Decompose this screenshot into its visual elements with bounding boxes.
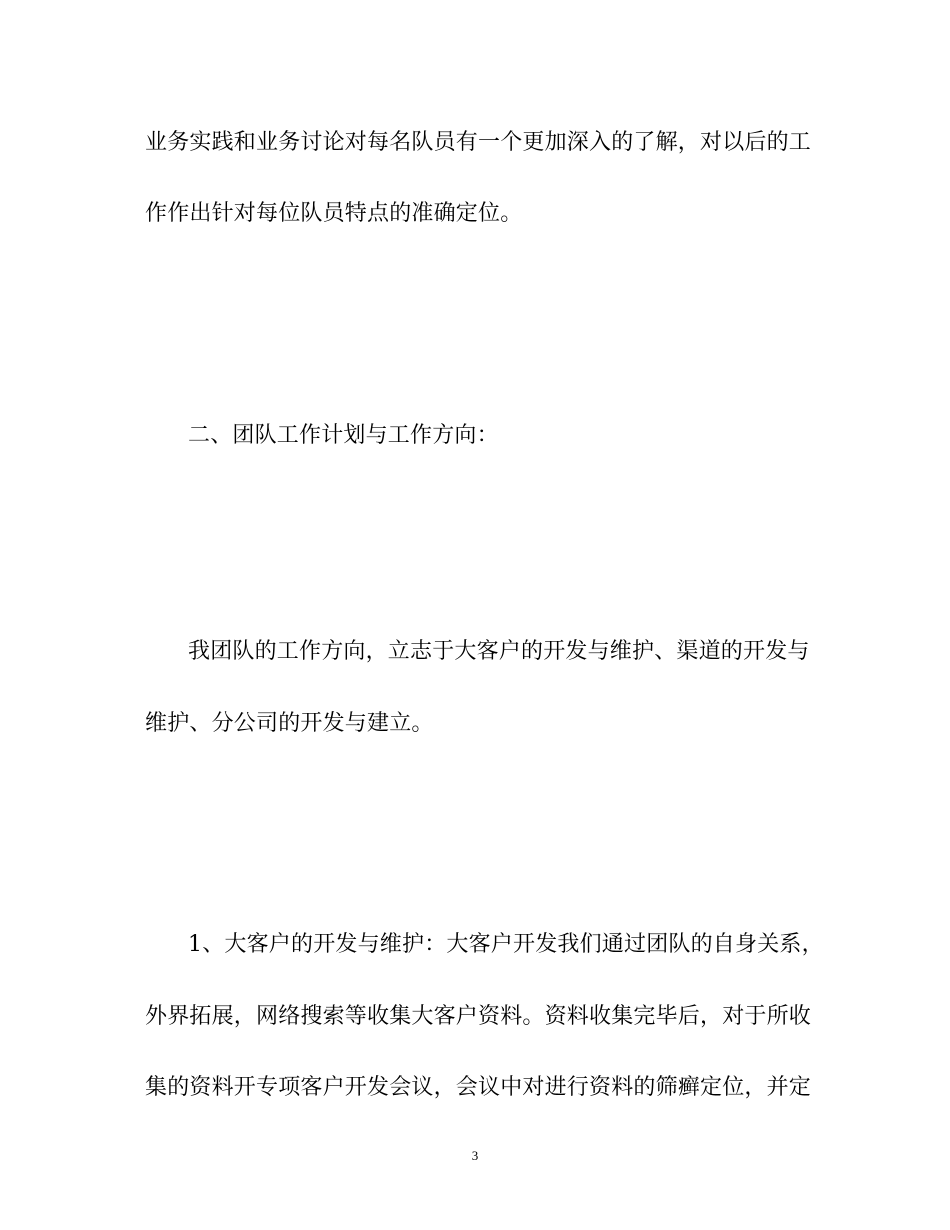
paragraph-line-2: 作作出针对每位队员特点的准确定位。 [145, 201, 523, 226]
paragraph-line-3: 我团队的工作方向，立志于大客户的开发与维护、渠道的开发与 [188, 639, 810, 664]
paragraph-line-7: 集的资料开专项客户开发会议，会议中对进行资料的筛癣定位，并定 [145, 1075, 812, 1100]
paragraph-line-5: 1、大客户的开发与维护：大客户开发我们通过团队的自身关系， [188, 932, 824, 957]
paragraph-line-6: 外界拓展，网络搜索等收集大客户资料。资料收集完毕后，对于所收 [145, 1004, 812, 1029]
paragraph-line-4: 维护、分公司的开发与建立。 [145, 711, 434, 736]
section-heading-2: 二、团队工作计划与工作方向： [188, 423, 499, 448]
page-number: 3 [471, 1148, 479, 1163]
paragraph-line-1: 业务实践和业务讨论对每名队员有一个更加深入的了解，对以后的工 [145, 130, 812, 155]
